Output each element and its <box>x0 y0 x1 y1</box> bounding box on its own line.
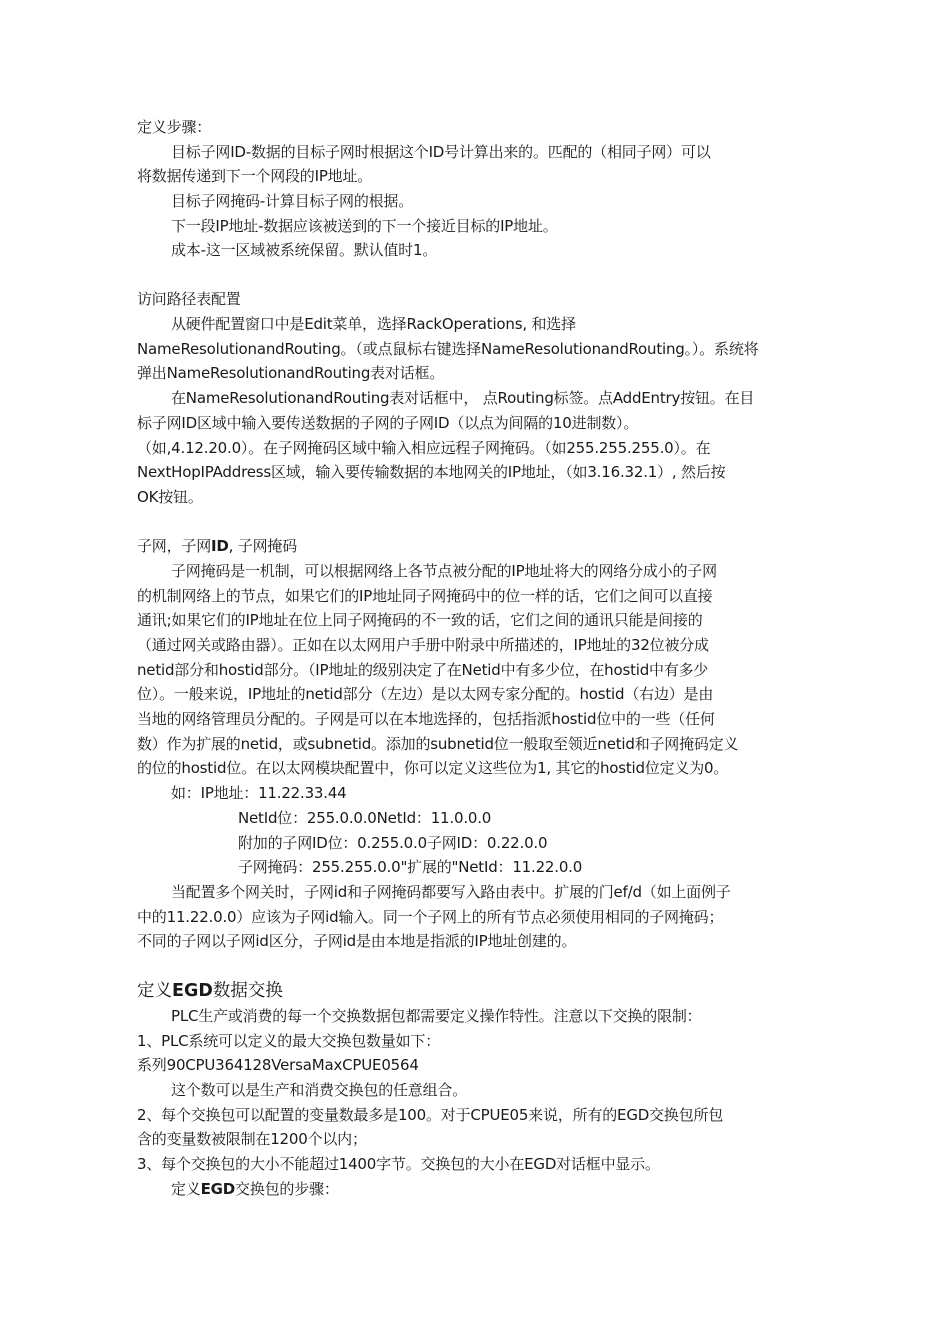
paragraph-line: 不同的子网以子网id区分，子网id是由本地是指派的IP地址创建的。 <box>137 932 577 950</box>
paragraph-line: 数）作为扩展的netid，或subnetid。添加的subnetid位一般取至领近netid和子网掩码定义 <box>137 735 739 753</box>
paragraph-line: 在NameResolutionandRouting表对话框中， 点Routing标签。点AddEntry按钮。在目 <box>171 389 755 407</box>
list-item: 3、每个交换包的大小不能超过1400字节。交换包的大小在EGD对话框中显示。 <box>137 1155 660 1173</box>
paragraph-line: 中的11.22.0.0）应该为子网id输入。同一个子网上的所有节点必须使用相同的子网掩码； <box>137 908 724 926</box>
paragraph-line: netid部分和hostid部分。（IP地址的级别决定了在Netid中有多少位，在hostid中有多少 <box>137 661 709 679</box>
subnet-heading-post: , 子网掩码 <box>228 537 297 555</box>
paragraph-line: 当配置多个网关时，子网id和子网掩码都要写入路由表中。扩展的门ef/d（如上面例子 <box>171 883 731 901</box>
subnet-heading-bold: ID <box>211 537 229 555</box>
example-line: 附加的子网ID位：0.255.0.0子网ID：0.22.0.0 <box>238 834 548 852</box>
example-line: 如：IP地址：11.22.33.44 <box>171 784 347 802</box>
paragraph-line: 下一段IP地址-数据应该被送到的下一个接近目标的IP地址。 <box>171 217 558 235</box>
example-line: NetId位：255.0.0.0NetId：11.0.0.0 <box>238 809 492 827</box>
paragraph-line: （如,4.12.20.0）。在子网掩码区域中输入相应远程子网掩码。（如255.255.255.0）。在 <box>137 439 711 457</box>
list-item: 1、PLC系统可以定义的最大交换包数量如下： <box>137 1032 441 1050</box>
steps-heading: 定义步骤： <box>137 118 212 136</box>
paragraph-line: 这个数可以是生产和消费交换包的任意组合。 <box>171 1081 468 1099</box>
paragraph-line: 目标子网ID-数据的目标子网时根据这个ID号计算出来的。匹配的（相同子网）可以 <box>171 143 711 161</box>
paragraph-line: 标子网ID区域中输入要传送数据的子网的子网ID（以点为间隔的10进制数）。 <box>137 414 639 432</box>
example-line: 子网掩码：255.255.0.0"扩展的"NetId：11.22.0.0 <box>238 858 583 876</box>
egd-heading-pre: 定义 <box>137 981 172 1001</box>
routing-heading: 访问路径表配置 <box>137 290 241 308</box>
paragraph-line: 目标子网掩码-计算目标子网的根据。 <box>171 192 414 210</box>
egd-steps-bold: EGD <box>200 1180 236 1198</box>
paragraph-line: NextHopIPAddress区域，输入要传输数据的本地网关的IP地址，（如3.16.32.1）, 然后按 <box>137 463 726 481</box>
egd-heading <box>137 980 283 1002</box>
egd-heading-bold: EGD <box>172 981 213 1001</box>
paragraph-line: 系列90CPU364128VersaMaxCPUE0564 <box>137 1056 419 1074</box>
paragraph-line: 当地的网络管理员分配的。子网是可以在本地选择的，包括指派hostid位中的一些（任何 <box>137 710 715 728</box>
paragraph-line: 含的变量数被限制在1200个以内； <box>137 1130 367 1148</box>
paragraph-line: 从硬件配置窗口中是Edit菜单，选择RackOperations, 和选择 <box>171 315 576 333</box>
egd-heading-post: 数据交换 <box>212 981 283 1001</box>
egd-steps-post: 交换包的步骤： <box>235 1180 339 1198</box>
egd-steps-heading <box>171 1179 339 1199</box>
subnet-heading <box>137 536 297 556</box>
paragraph-line: 弹出NameResolutionandRouting表对话框。 <box>137 364 445 382</box>
egd-steps-pre: 定义 <box>171 1180 201 1198</box>
paragraph-line: 将数据传递到下一个网段的IP地址。 <box>137 167 373 185</box>
paragraph-line: 通讯;如果它们的IP地址在位上同子网掩码的不一致的话，它们之间的通讯只能是间接的 <box>137 611 703 629</box>
paragraph-line: OK按钮。 <box>137 488 203 506</box>
paragraph-line: 的机制网络上的节点，如果它们的IP地址同子网掩码中的位一样的话，它们之间可以直接 <box>137 587 713 605</box>
paragraph-line: PLC生产或消费的每一个交换数据包都需要定义操作特性。注意以下交换的限制： <box>171 1007 702 1025</box>
subnet-heading-pre: 子网，子网 <box>137 537 212 555</box>
paragraph-line: NameResolutionandRouting。（或点鼠标右键选择NameResolutionandRouting。）。系统将 <box>137 340 759 358</box>
paragraph-line: 的位的hostid位。在以太网模块配置中，你可以定义这些位为1, 其它的hostid位定义为0。 <box>137 759 729 777</box>
list-item: 2、每个交换包可以配置的变量数最多是100。对于CPUE05来说，所有的EGD交换包所包 <box>137 1106 724 1124</box>
paragraph-line: 成本-这一区域被系统保留。默认值时1。 <box>171 241 438 259</box>
paragraph-line: 子网掩码是一机制，可以根据网络上各节点被分配的IP地址将大的网络分成小的子网 <box>171 562 717 580</box>
paragraph-line: （通过网关或路由器）。正如在以太网用户手册中附录中所描述的，IP地址的32位被分成 <box>137 636 709 654</box>
paragraph-line: 位）。一般来说，IP地址的netid部分（左边）是以太网专家分配的。hostid（右边）是由 <box>137 685 714 703</box>
